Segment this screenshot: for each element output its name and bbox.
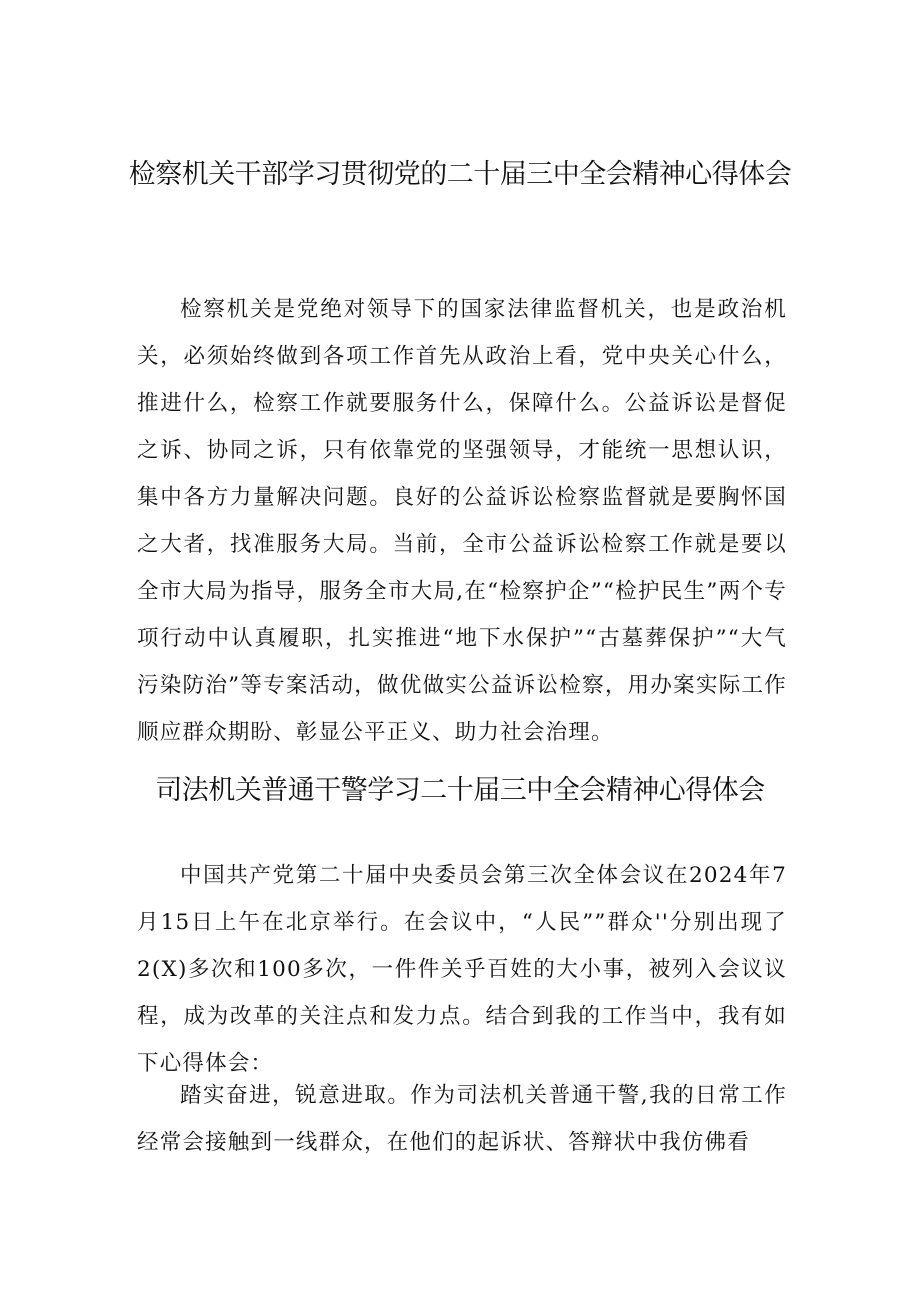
section2-title: 司法机关普通干警学习二十届三中全会精神心得体会 — [155, 775, 765, 806]
section1-title: 检察机关干部学习贯彻党的二十届三中全会精神心得体会 — [128, 159, 792, 190]
section2-paragraph-1: 中国共产党第二十届中央委员会第三次全体会议在2024年7月15日上午在北京举行。在会议中，“人民””群众''分别出现了2(X)多次和100多次，一件件关乎百姓的大小事，被列入会议议程，成为改革的关注点和发力点。结合到我的工作当中，我有如下心得体会： — [137, 863, 787, 1076]
section1-paragraph: 检察机关是党绝对领导下的国家法律监督机关，也是政治机关，必须始终做到各项工作首先从政治上看，党中央关心什么，推进什么，检察工作就要服务什么，保障什么。公益诉讼是督促之诉、协同之诉，只有依靠党的坚强领导，才能统一思想认识，集中各方力量解决问题。良好的公益诉讼检察监督就是要胸怀国之大者，找准服务大局。当前，全市公益诉讼检察工作就是要以全市大局为指导，服务全市大局,在“检察护企”“检护民生”两个专项行动中认真履职，扎实推进“地下水保护”“古墓葬保护”“大气污染防治”等专案活动，做优做实公益诉讼检察，用办案实际工作顺应群众期盼、彰显公平正义、助力社会治理。 — [137, 297, 787, 745]
section2-paragraph-2: 踏实奋进，锐意进取。作为司法机关普通干警,我的日常工作经常会接触到一线群众，在他们的起诉状、答辩状中我仿佛看 — [137, 1083, 787, 1155]
